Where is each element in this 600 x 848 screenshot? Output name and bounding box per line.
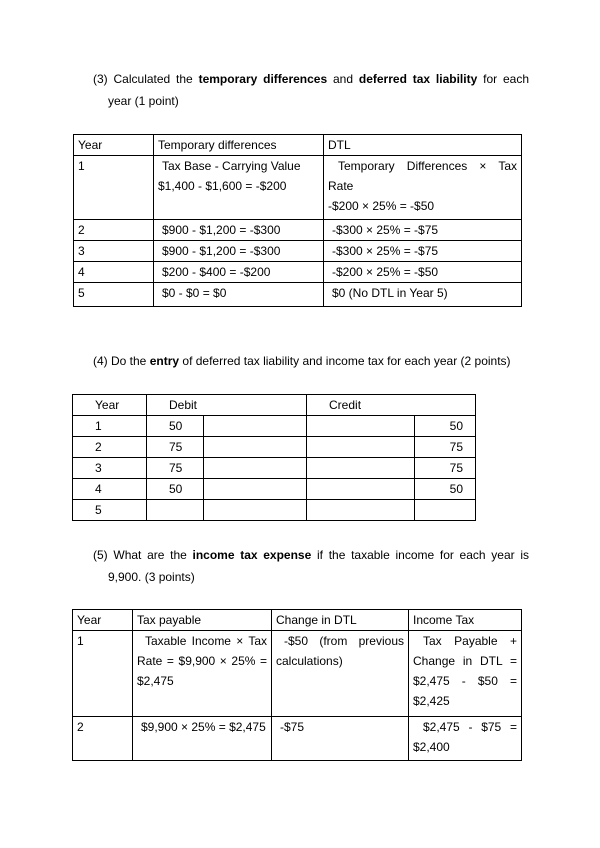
table-row: 3 $900 - $1,200 = -$300 -$300 × 25% = -$75 — [74, 241, 522, 262]
table-row: 5 — [73, 500, 476, 521]
header-credit: Credit — [307, 395, 476, 416]
table-header-row — [73, 610, 522, 631]
question-3-line2: year (1 point) — [108, 94, 179, 108]
question-3 — [93, 68, 529, 112]
table-row: 1 Taxable Income × Tax Rate = $9,900 × 25% = $2,475 -$50 (from previous calculations) Tax Payable + Change in DTL = $2,475 - $50 = $2,425 — [73, 631, 522, 717]
table-row: 3 75 75 — [73, 458, 476, 479]
table-row: 2 $900 - $1,200 = -$300 -$300 × 25% = -$75 — [74, 220, 522, 241]
header-temporary-differences: Temporary differences — [154, 135, 324, 156]
header-dtl: DTL — [324, 135, 522, 156]
question-4: (4) Do the entry of deferred tax liability and income tax for each year (2 points) — [93, 354, 511, 368]
table-header-row — [74, 135, 522, 156]
question-5-line2: 9,900. (3 points) — [108, 570, 195, 584]
header-year: Year — [74, 135, 154, 156]
table-row: 5 $0 - $0 = $0 $0 (No DTL in Year 5) — [74, 283, 522, 307]
table-row: 1 Tax Base - Carrying Value $1,400 - $1,600 = -$200 Temporary Differences × Tax Rate -$200 × 25% = -$50 — [74, 156, 522, 220]
table-row: 4 $200 - $400 = -$200 -$200 × 25% = -$50 — [74, 262, 522, 283]
bold-temporary-differences: temporary differences — [198, 72, 328, 86]
header-year: Year — [73, 610, 133, 631]
bold-entry: entry — [149, 354, 180, 368]
question-5-line1: (5) What are the income tax expense if the taxable income for each year is — [93, 548, 529, 562]
table-row: 2 $9,900 × 25% = $2,475 -$75 $2,475 - $75 = $2,400 — [73, 717, 522, 761]
header-debit: Debit — [147, 395, 307, 416]
table-row: 2 75 75 — [73, 437, 476, 458]
temporary-differences-table — [73, 134, 522, 307]
income-tax-expense-table — [72, 609, 522, 761]
header-tax-payable: Tax payable — [133, 610, 272, 631]
table-row: 4 50 50 — [73, 479, 476, 500]
table-header-row — [73, 395, 476, 416]
header-income-tax: Income Tax — [409, 610, 522, 631]
header-change-in-dtl: Change in DTL — [272, 610, 409, 631]
question-3-line1: (3) Calculated the temporary differences and deferred tax liability for each — [93, 72, 529, 86]
journal-entry-table — [72, 394, 476, 521]
question-5 — [93, 544, 529, 588]
header-year: Year — [73, 395, 147, 416]
bold-deferred-tax-liability: deferred tax liability — [358, 72, 478, 86]
table-row: 1 50 50 — [73, 416, 476, 437]
bold-income-tax-expense: income tax expense — [192, 548, 312, 562]
